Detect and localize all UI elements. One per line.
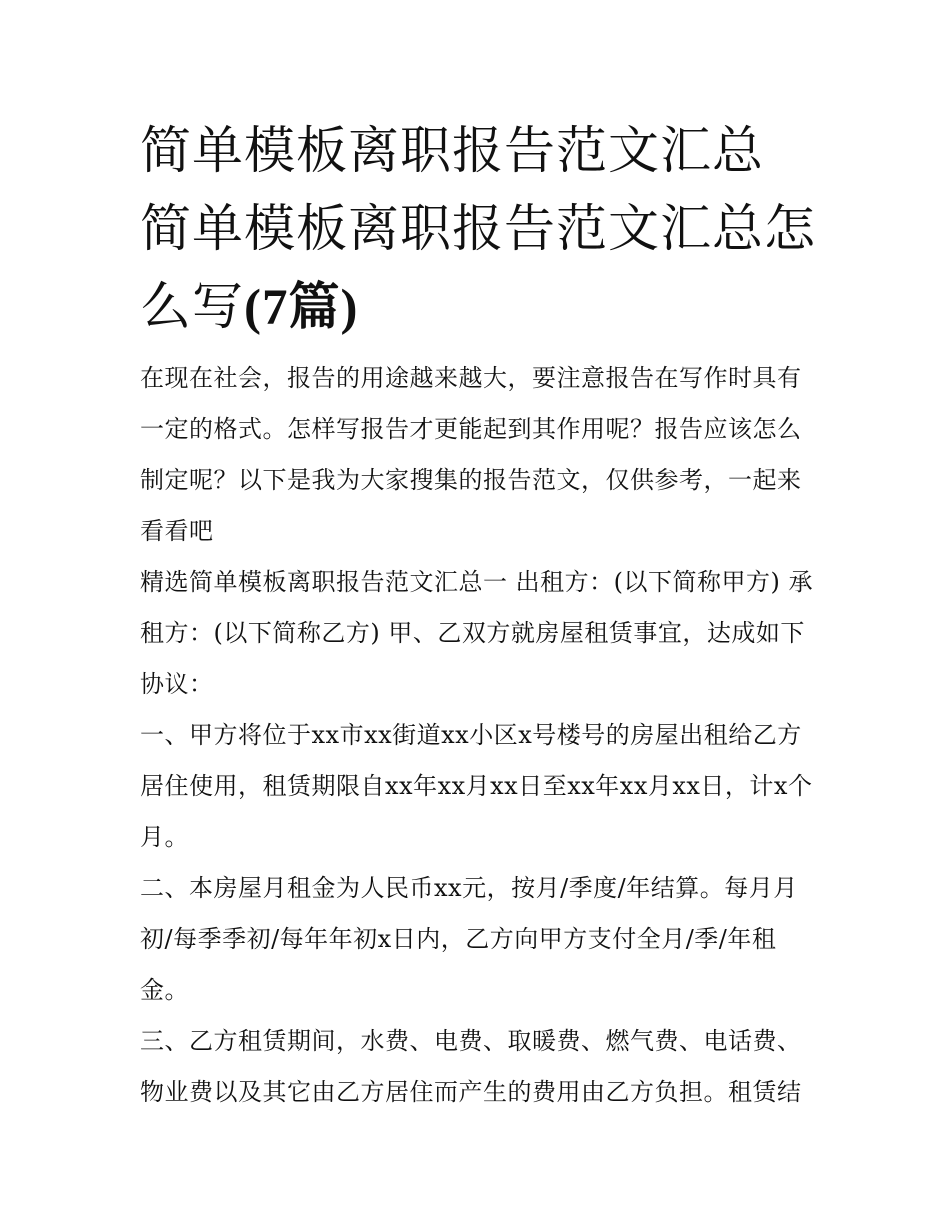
clause-one-paragraph: 一、甲方将位于xx市xx街道xx小区x号楼号的房屋出租给乙方居住使用，租赁期限自xx年xx月xx日至xx年xx月xx日，计x个月。 (140, 721, 813, 851)
intro-paragraph: 在现在社会，报告的用途越来越大，要注意报告在写作时具有一定的格式。怎样写报告才更能起到其作用呢？报告应该怎么制定呢？以下是我为大家搜集的报告范文，仅供参考，一起来看看吧 (140, 364, 802, 545)
clause-two-paragraph: 二、本房屋月租金为人民币xx元，按月/季度/年结算。每月月初/每季季初/每年年初x日内，乙方向甲方支付全月/季/年租金。 (140, 874, 798, 1004)
title-main-text: 简单模板离职报告范文汇总 简单模板离职报告范文汇总怎么写 (140, 122, 817, 337)
section-one-heading-paragraph: 精选简单模板离职报告范文汇总一 出租方：(以下简称甲方) 承租方：(以下简称乙方) 甲、乙双方就房屋租赁事宜，达成如下协议： (140, 568, 813, 698)
title-suffix-text: (7篇) (244, 280, 359, 336)
document-title (140, 113, 820, 347)
document-body (140, 353, 820, 1118)
clause-three-paragraph: 三、乙方租赁期间，水费、电费、取暖费、燃气费、电话费、物业费以及其它由乙方居住而产生的费用由乙方负担。租赁结 (140, 1027, 802, 1106)
